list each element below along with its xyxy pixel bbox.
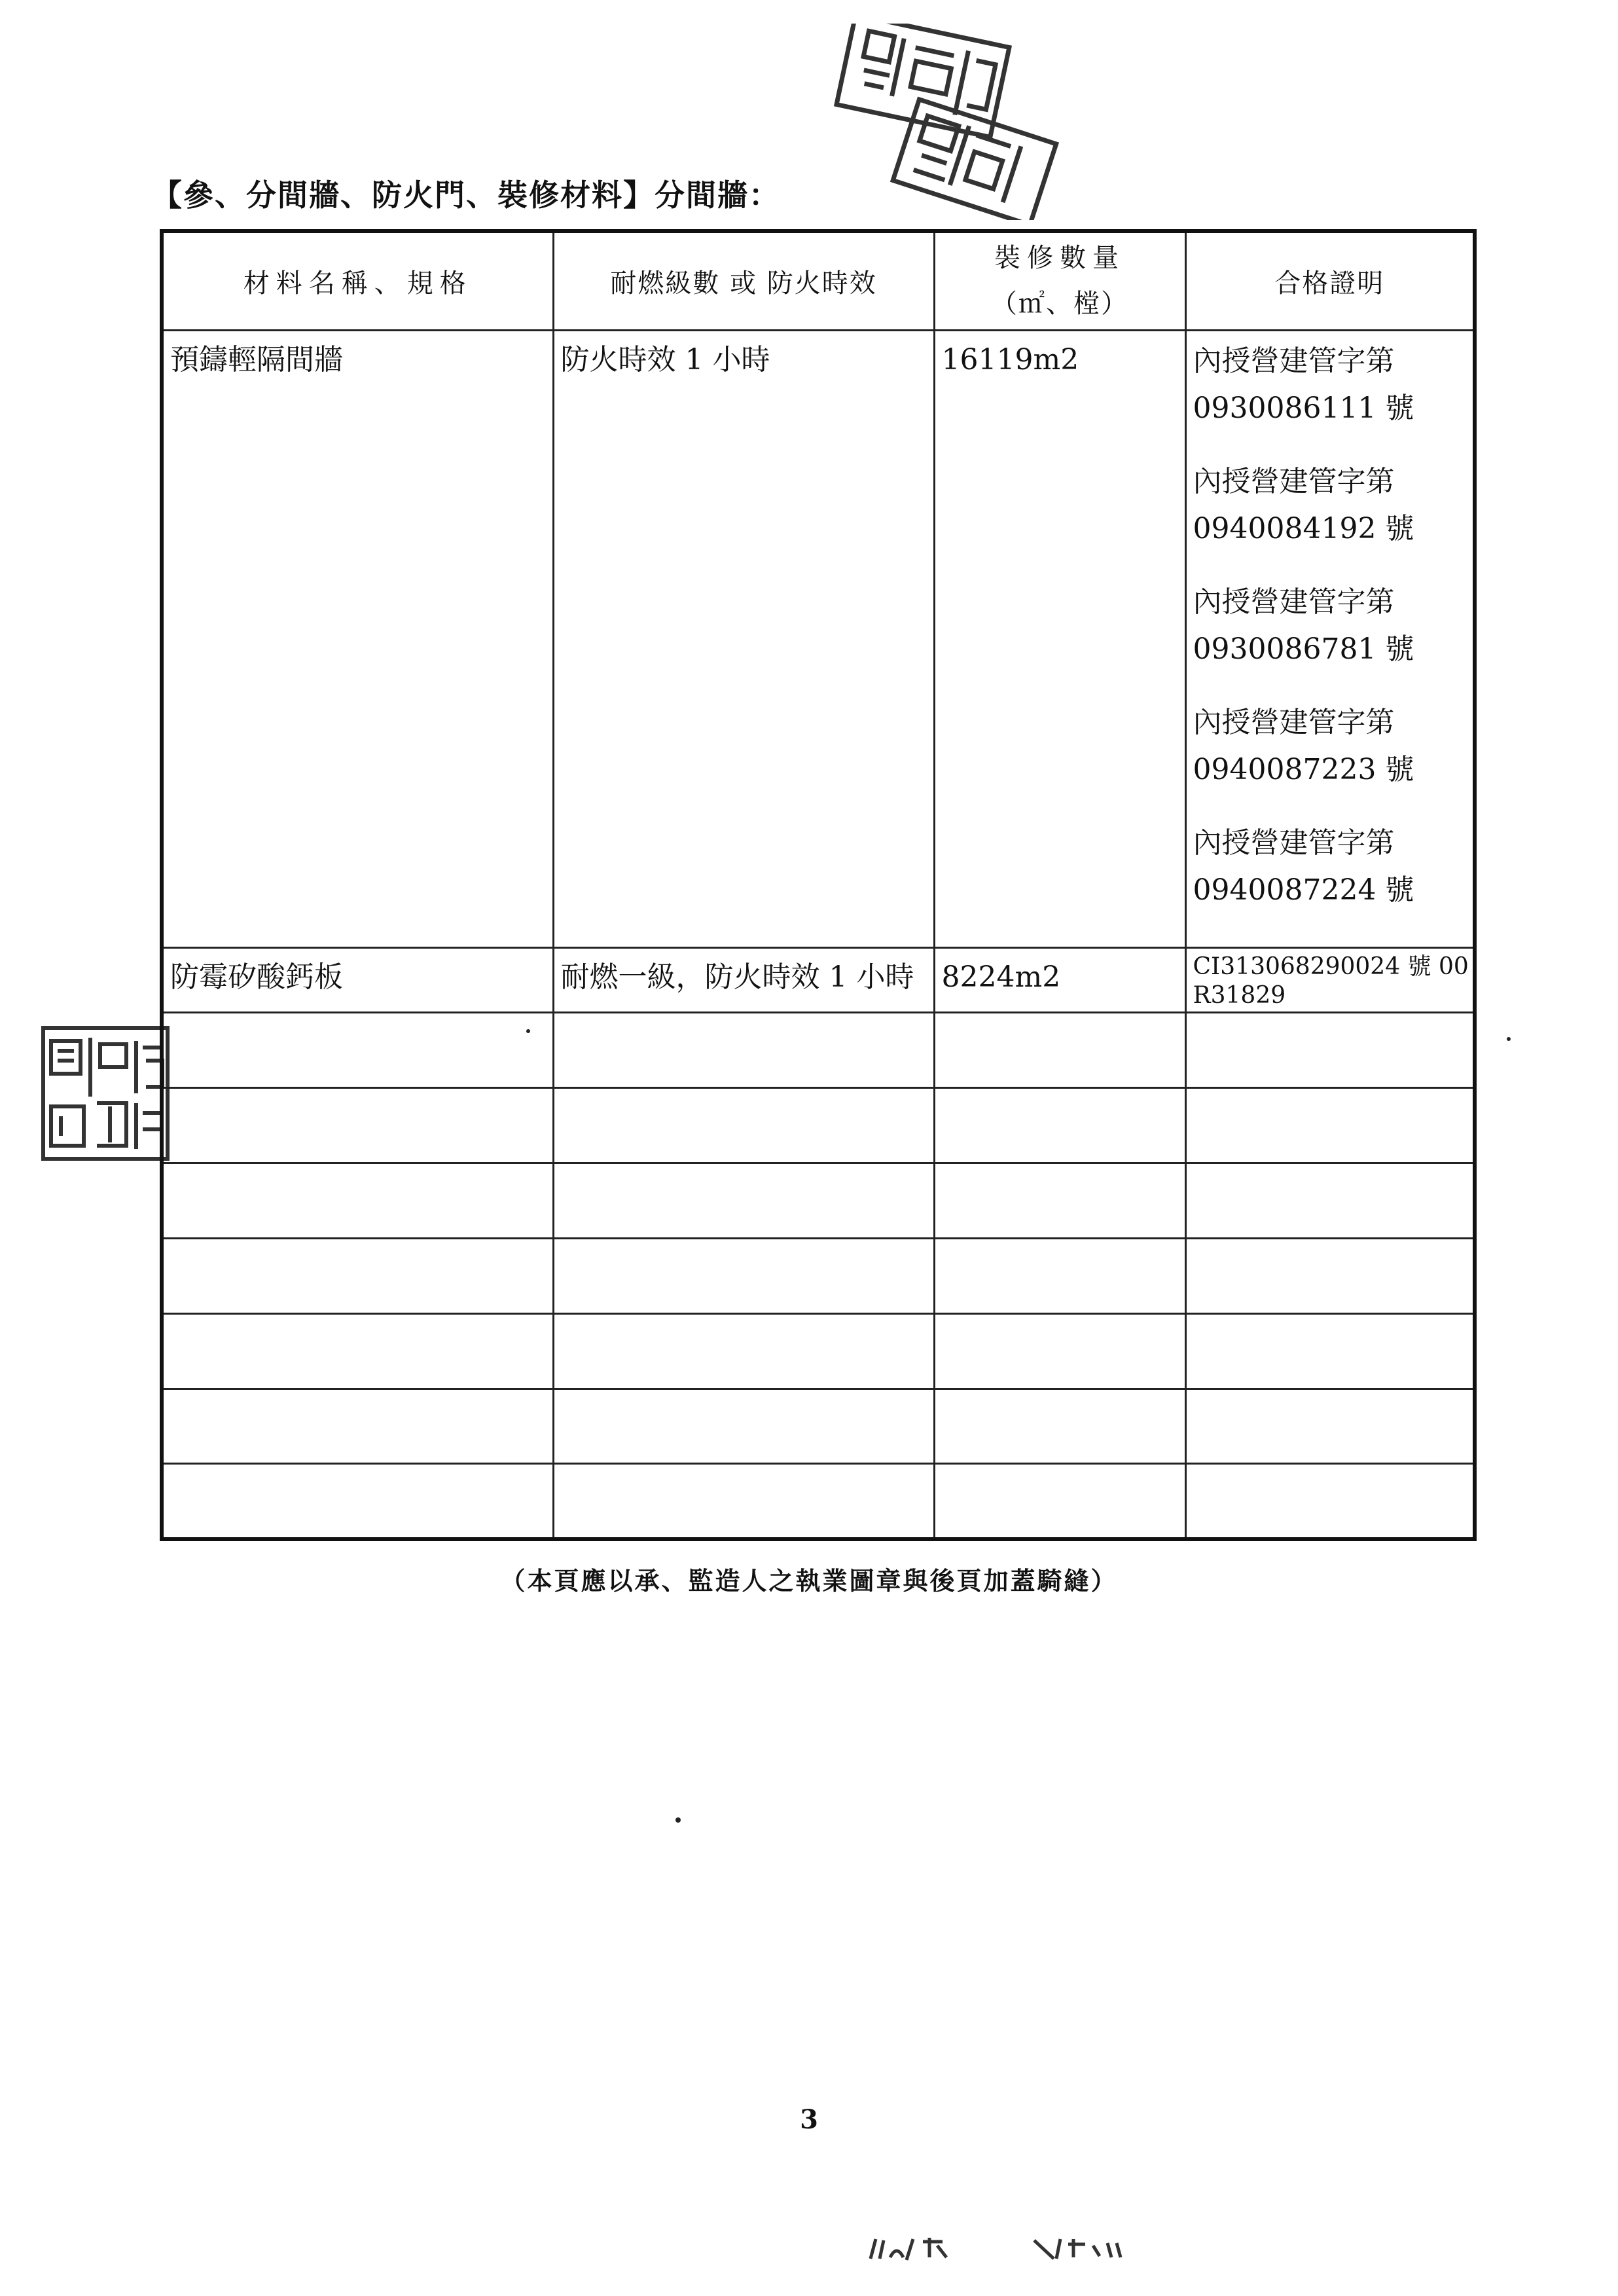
table-row-empty xyxy=(162,1464,1475,1539)
empty-cell xyxy=(553,1163,934,1238)
certificate-entry xyxy=(1193,458,1467,553)
header-material-name: 材料名稱、規格 xyxy=(162,231,553,330)
empty-cell xyxy=(934,1087,1185,1163)
empty-cell xyxy=(162,1464,553,1539)
certificate-entry xyxy=(1193,338,1467,432)
cell-fire-rating xyxy=(553,330,934,948)
certificate-entry xyxy=(1193,699,1467,793)
certificate-entry xyxy=(1193,820,1467,914)
empty-cell xyxy=(1185,1163,1475,1238)
table-row-empty xyxy=(162,1163,1475,1238)
empty-cell xyxy=(553,1013,934,1088)
certificate-number-continued: R31829 xyxy=(1193,982,1286,1010)
empty-cell xyxy=(1185,1464,1475,1539)
scan-speck xyxy=(1507,1037,1511,1041)
table-row xyxy=(162,330,1475,948)
section-heading: 【參、分間牆、防火門、裝修材料】分間牆： xyxy=(152,177,780,213)
empty-cell xyxy=(162,1238,553,1313)
empty-cell xyxy=(934,1464,1185,1539)
empty-cell xyxy=(162,1389,553,1464)
cell-fire-rating xyxy=(553,948,934,1013)
material-name-text: 預鑄輕隔間牆 xyxy=(170,342,343,376)
table-row xyxy=(162,948,1475,1013)
cell-certificate xyxy=(1185,330,1475,948)
empty-cell xyxy=(934,1389,1185,1464)
certificate-entry xyxy=(1193,579,1467,673)
handwritten-mark xyxy=(864,2226,1139,2265)
certificate-number: 0940087224 號 xyxy=(1193,873,1414,907)
certificate-number: CI313068290024 號 00 xyxy=(1193,953,1469,981)
quantity-text: 16119m2 xyxy=(941,342,1079,376)
empty-cell xyxy=(553,1238,934,1313)
empty-cell xyxy=(1185,1013,1475,1088)
certificate-authority: 內授營建管字第 xyxy=(1193,826,1395,860)
seam-stamp-note: （本頁應以承、監造人之執業圖章與後頁加蓋騎縫） xyxy=(500,1566,1118,1595)
empty-cell xyxy=(1185,1389,1475,1464)
empty-cell xyxy=(553,1389,934,1464)
header-certificate: 合格證明 xyxy=(1185,231,1475,330)
empty-cell xyxy=(162,1163,553,1238)
empty-cell xyxy=(934,1313,1185,1389)
cell-quantity xyxy=(934,330,1185,948)
empty-cell xyxy=(934,1013,1185,1088)
certificate-number: 0940084192 號 xyxy=(1193,511,1414,545)
seal-stamp-left xyxy=(38,1021,175,1165)
table-header-row xyxy=(162,231,1475,330)
empty-cell xyxy=(162,1313,553,1389)
certificate-number: 0930086781 號 xyxy=(1193,632,1414,666)
certificate-authority: 內授營建管字第 xyxy=(1193,344,1395,378)
cell-certificate xyxy=(1185,948,1475,1013)
table-row-empty xyxy=(162,1238,1475,1313)
empty-cell xyxy=(553,1087,934,1163)
header-quantity-line1: 裝修數量 xyxy=(994,243,1125,274)
empty-cell xyxy=(1185,1313,1475,1389)
cell-quantity xyxy=(934,948,1185,1013)
empty-cell xyxy=(1185,1087,1475,1163)
table-row-empty xyxy=(162,1013,1475,1088)
cell-material-name xyxy=(162,948,553,1013)
empty-cell xyxy=(162,1013,553,1088)
empty-cell xyxy=(934,1163,1185,1238)
empty-cell xyxy=(553,1464,934,1539)
empty-cell xyxy=(162,1087,553,1163)
certificate-authority: 內授營建管字第 xyxy=(1193,705,1395,739)
certificate-list xyxy=(1193,331,1467,914)
table-row-empty xyxy=(162,1087,1475,1163)
scan-speck xyxy=(675,1817,681,1823)
certificate-authority: 內授營建管字第 xyxy=(1193,464,1395,498)
fire-rating-text: 防火時效 1 小時 xyxy=(560,342,770,376)
header-quantity xyxy=(934,231,1185,330)
material-name-text: 防霉矽酸鈣板 xyxy=(170,960,343,994)
page-number: 3 xyxy=(800,2104,818,2135)
cell-material-name xyxy=(162,330,553,948)
certificate-authority: 內授營建管字第 xyxy=(1193,585,1395,619)
table-row-empty xyxy=(162,1389,1475,1464)
seal-stamp-top xyxy=(831,24,1060,220)
scan-speck xyxy=(526,1029,530,1033)
certificate-number: 0940087223 號 xyxy=(1193,752,1414,786)
quantity-text: 8224m2 xyxy=(941,960,1061,994)
empty-cell xyxy=(934,1238,1185,1313)
certificate-number: 0930086111 號 xyxy=(1193,391,1414,425)
empty-cell xyxy=(1185,1238,1475,1313)
header-quantity-line2: （㎡、樘） xyxy=(991,289,1128,319)
empty-cell xyxy=(553,1313,934,1389)
header-fire-rating: 耐燃級數 或 防火時效 xyxy=(553,231,934,330)
fire-rating-text: 耐燃一級，防火時效 1 小時 xyxy=(560,960,914,994)
partition-materials-table xyxy=(160,229,1477,1541)
table-row-empty xyxy=(162,1313,1475,1389)
